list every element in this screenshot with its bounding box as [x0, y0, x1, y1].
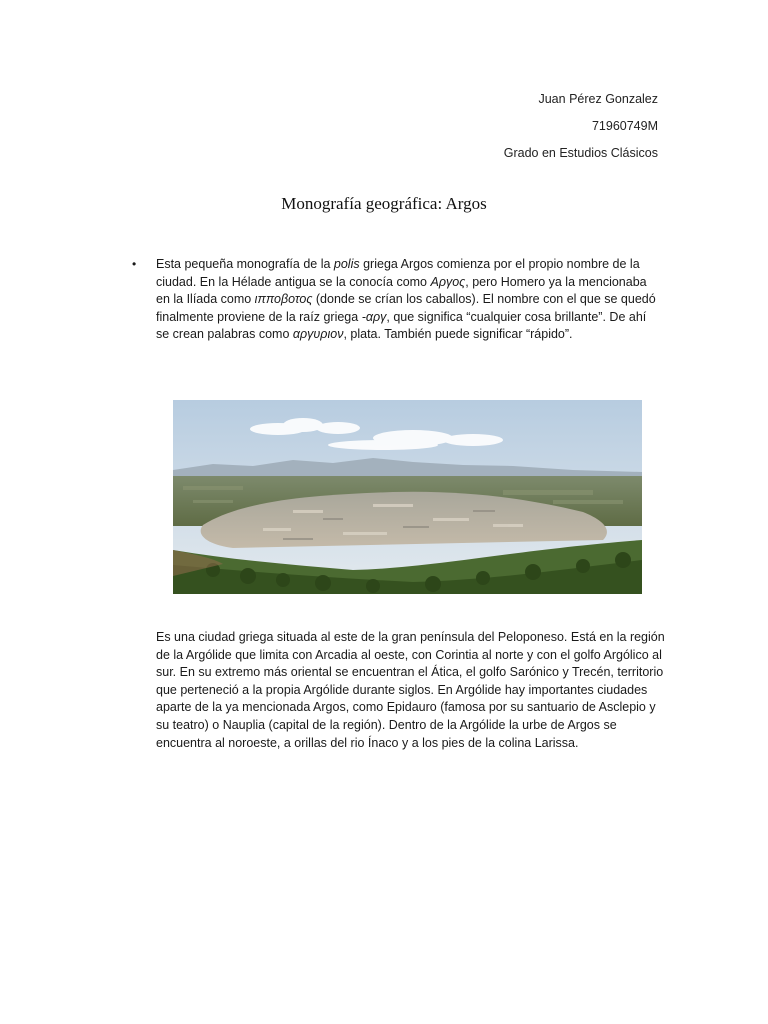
argos-panorama-photo	[173, 400, 642, 594]
bullet-paragraph	[128, 256, 660, 344]
text-run: (donde se crían los caballos). El nombre con el que se quedó finalmente proviene de la raíz griega	[156, 292, 656, 324]
bullet-list	[128, 256, 660, 344]
text-run: griega Argos comienza por el propio nombre de la ciudad. En la Hélade antigua se la conocía como	[156, 257, 640, 289]
body-paragraph: Es una ciudad griega situada al este de la gran península del Peloponeso. Está en la región de la Argólide que limita con Arcadia al oeste, con Corintia al norte y con el golfo Argólico al sur. En su extremo más oriental se encuentran el Ática, el golfo Sarónico y Trecén, territorio que perteneció a la propia Argólide durante siglos. En Argólide hay importantes ciudades aparte de la ya mencionada Argos, como Epidauro (famosa por su santuario de Asclepio y su teatro) o Nauplia (capital de la región). Dentro de la Argólide la urbe de Argos se encuentra al noroeste, a orillas del rio Ínaco y a los pies de la colina Larissa.	[156, 630, 665, 750]
argos-panorama-illustration	[173, 400, 642, 594]
text-run: , pero Homero ya la mencionaba en la Ilíada como	[156, 274, 647, 307]
document-title: Monografía geográfica: Argos	[281, 194, 487, 213]
author-header	[504, 86, 658, 167]
text-run: , plata. También puede significar “rápido”.	[343, 327, 573, 342]
text-run: , que significa “cualquier cosa brillante”. De ahí se crean palabras como	[156, 309, 647, 342]
greek-word-hippobotos: ιπποβοτος	[254, 292, 313, 307]
id-number: 71960749M	[591, 119, 658, 133]
author-name: Juan Pérez Gonzalez	[538, 92, 658, 106]
greek-word-argos: Αργος	[430, 274, 466, 289]
degree-name: Grado en Estudios Clásicos	[503, 146, 658, 160]
bullet-marker: •	[132, 257, 137, 271]
italic-run: polis	[333, 257, 360, 271]
greek-root-arg: -αργ	[361, 309, 387, 324]
greek-word-argyrion: αργυριον	[292, 327, 344, 342]
text-run: Esta pequeña monografía de la	[156, 257, 334, 271]
